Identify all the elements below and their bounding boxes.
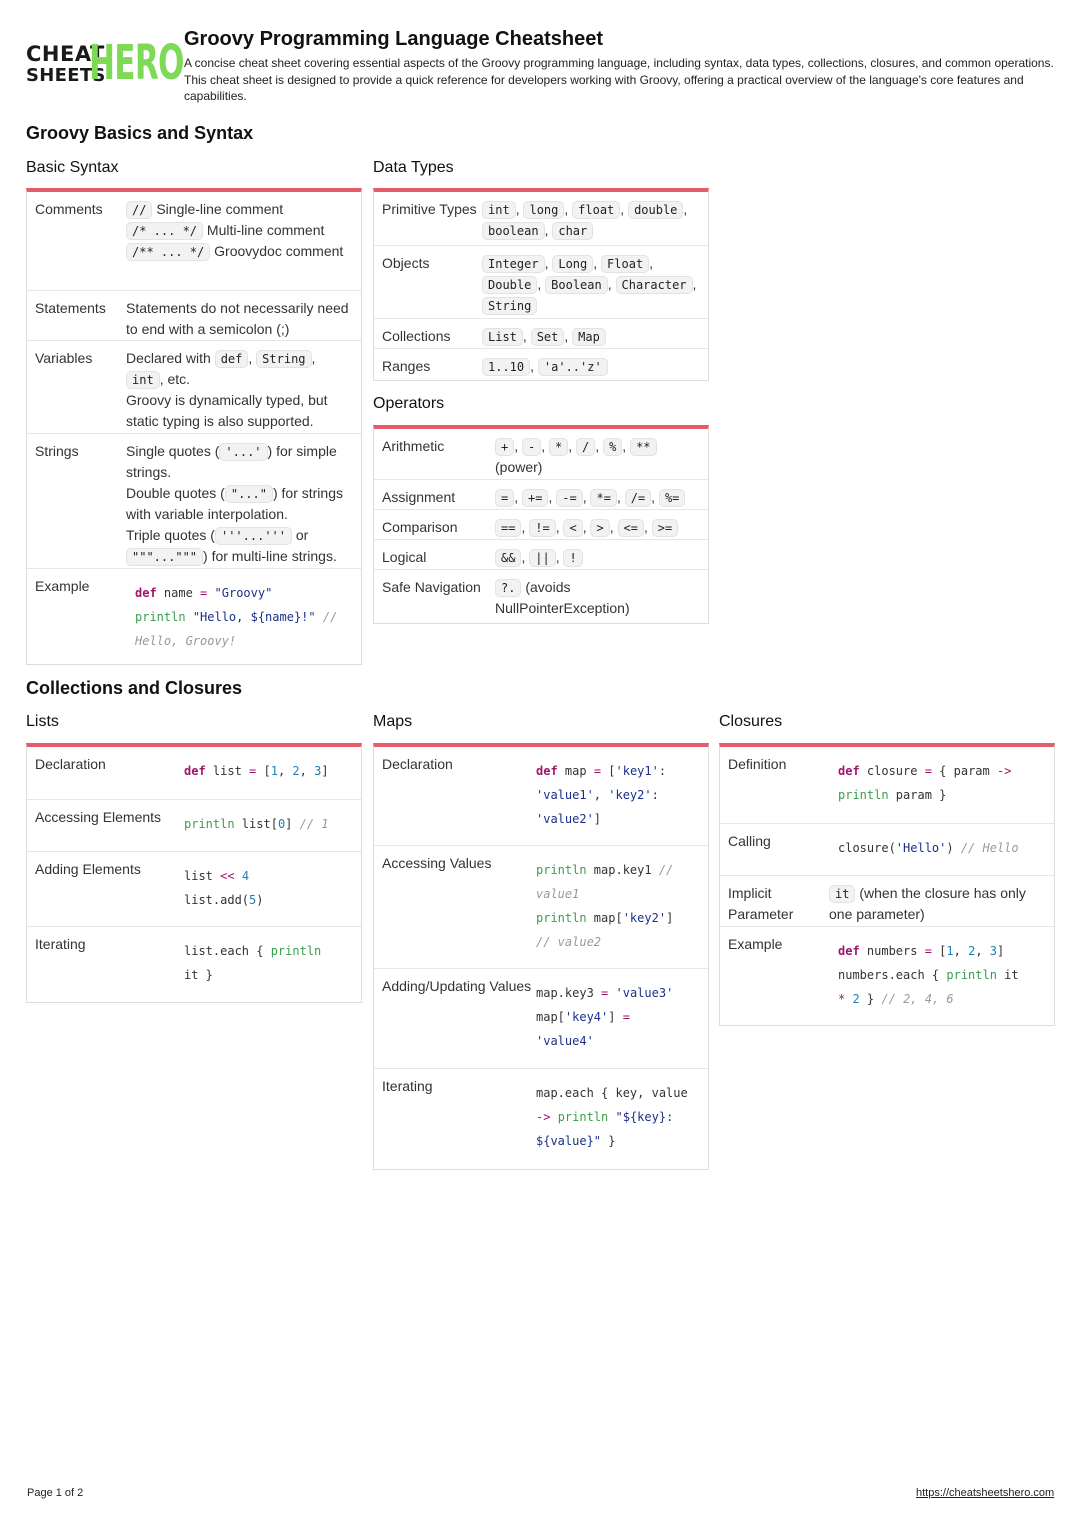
text: ) for simple strings. [126,443,337,480]
heading-closures: Closures [719,713,783,730]
label-ranges: Ranges [382,358,431,374]
token: Map [572,328,606,346]
section-basics: Groovy Basics and Syntax [26,123,254,143]
row-map-adding [374,969,708,1069]
row-arithmetic [374,429,708,480]
code-closure-definition: def closure = { param -> println param } [838,764,1012,802]
token: = [495,489,514,507]
token: String [482,297,537,315]
row-map-declaration [374,747,708,846]
token: Float [601,255,649,273]
value-statements: Statements do not necessarily need to end with a semicolon (;) [126,300,349,337]
token: Long [552,255,593,273]
label-closure-implicit: Implicit Parameter [728,885,794,922]
label-list-declaration: Declaration [35,756,106,772]
token: 1..10 [482,358,530,376]
token: Set [531,328,565,346]
heading-operators: Operators [373,395,445,412]
footer-page: Page 1 of 2 [27,1487,84,1499]
heading-data-types: Data Types [373,159,454,176]
token: "..." [225,485,273,503]
row-safe-navigation [374,570,708,622]
value-arithmetic: + , - , * , / , % , ** (power) [495,436,695,471]
token: List [482,328,523,346]
label-arithmetic: Arithmetic [382,438,445,454]
label-safe-navigation: Safe Navigation [382,579,481,595]
label-statements: Statements [35,300,106,316]
card-closures [719,743,1055,1026]
value-variables: Declared with def , String , int , etc. Groovy is dynamically typed, but static typing is also supported. [126,350,328,429]
footer-link[interactable]: https://cheatsheetshero.com [916,1487,1055,1499]
row-comparison [374,510,708,540]
label-strings: Strings [35,443,79,459]
label-collections: Collections [382,328,451,344]
row-variables [27,341,361,434]
label-closure-example: Example [728,936,783,952]
card-basic-syntax [26,188,362,665]
value-comparison: == , != , < , > , <= , >= [495,517,695,531]
token: * [549,438,568,456]
token: -= [556,489,582,507]
card-lists [26,743,362,1003]
code-map-adding: map.key3 = 'value3' map['key4'] = 'value4' [536,986,674,1048]
token: += [522,489,548,507]
label-objects: Objects [382,255,430,271]
token: it [829,885,855,903]
code-closure-example: def numbers = [1, 2, 3] numbers.each { println it * 2 } // 2, 4, 6 [838,944,1019,1006]
row-list-accessing [27,800,361,852]
label-map-iterating: Iterating [382,1078,433,1094]
logo-sheets: SHEETS [26,65,106,86]
label-comparison: Comparison [382,519,458,535]
text: (power) [495,459,543,475]
heading-basic-syntax: Basic Syntax [26,159,119,176]
label-map-adding: Adding/Updating Values [382,978,532,994]
text: Single-line comment [152,201,284,217]
section-collections: Collections and Closures [26,678,243,698]
token: >= [652,519,678,537]
label-logical: Logical [382,549,427,565]
heading-lists: Lists [26,713,59,730]
row-strings [27,434,361,569]
token: float [572,201,620,219]
label-list-iterating: Iterating [35,936,86,952]
row-comments [27,192,361,291]
code-list-accessing: println list[0] // 1 [184,817,329,831]
value-strings [126,441,351,564]
heading-maps: Maps [373,713,413,730]
code-closure-calling: closure('Hello') // Hello [838,841,1019,855]
token: double [628,201,683,219]
token: String [256,350,311,368]
value-comments [126,199,351,282]
text: , etc. [159,371,191,387]
token: /** ... */ [126,243,210,261]
value-assignment: = , += , -= , *= , /= , %= [495,487,695,501]
row-logical [374,540,708,570]
label-variables: Variables [35,350,93,366]
token: > [590,519,609,537]
row-list-iterating [27,927,361,1001]
label-comments: Comments [35,201,103,217]
card-data-types [373,188,709,381]
token: /= [625,489,651,507]
token: Double [482,276,537,294]
token: Character [616,276,693,294]
token: *= [590,489,616,507]
token: Boolean [545,276,608,294]
row-statements [27,291,361,341]
label-map-declaration: Declaration [382,756,453,772]
text: Multi-line comment [203,222,325,238]
token: || [529,549,555,567]
page-title: Groovy Programming Language Cheatsheet [184,28,603,50]
text: Groovydoc comment [210,243,344,259]
token: long [523,201,564,219]
text: Double quotes ( [126,485,225,501]
text: (when the closure has only one parameter) [829,885,1026,922]
code-example: def name = "Groovy" println "Hello, ${name}!" // Hello, Groovy! [135,586,338,648]
logo-cheat: CHEAT [26,42,105,66]
token: '...' [219,443,267,461]
row-closure-definition [720,747,1054,824]
token: // [126,201,152,219]
code-list-iterating: list.each { println it } [184,944,322,982]
text: Triple quotes ( [126,527,215,543]
token: boolean [482,222,545,240]
code-list-declaration: def list = [1, 2, 3] [184,764,329,778]
token: %= [659,489,685,507]
text: ) for multi-line strings. [203,548,337,564]
row-closure-example [720,927,1054,1023]
token: 'a'..'z' [538,358,608,376]
code-list-adding: list << 4 list.add(5) [184,869,264,907]
row-objects [374,246,708,319]
value-ranges: 1..10 , 'a'..'z' [482,356,697,371]
card-operators [373,425,709,624]
row-map-accessing [374,846,708,969]
text: (avoids NullPointerException) [495,579,630,616]
text: Single quotes ( [126,443,220,459]
page-description: A concise cheat sheet covering essential aspects of the Groovy programming language, including syntax, data types, collections, closures, and common operations. This cheat sheet is designed to provide a quick reference for developers working with Groovy, offering a practical overview of the language's core features and capabilities. [184,56,1054,103]
token: && [495,549,521,567]
token: """...""" [126,548,203,566]
value-safe-navigation [495,577,695,614]
code-map-iterating: map.each { key, value -> println "${key}: ${value}" } [536,1086,688,1148]
token: == [495,519,521,537]
token: char [552,222,593,240]
token: int [126,371,160,389]
row-list-adding [27,852,361,927]
card-maps [373,743,709,1170]
code-map-accessing: println map.key1 // value1 println map['key2'] // value2 [536,863,674,949]
label-map-accessing: Accessing Values [382,855,492,871]
row-collections [374,319,708,349]
value-closure-implicit [829,883,1043,922]
row-closure-calling [720,824,1054,876]
value-collections: List , Set , Map [482,326,697,340]
token: + [495,438,514,456]
token: / [576,438,595,456]
token: ?. [495,579,521,597]
label-list-adding: Adding Elements [35,861,141,877]
label-primitive: Primitive Types [382,201,477,217]
token: '''...''' [215,527,292,545]
label-example: Example [35,578,90,594]
logo-hero: HERO [89,35,184,91]
text: Groovy is dynamically typed, but static typing is also supported. [126,392,328,429]
label-assignment: Assignment [382,489,456,505]
token: Integer [482,255,545,273]
value-logical: && , || , ! [495,547,695,561]
token: != [529,519,555,537]
token: ! [563,549,582,567]
row-primitive [374,192,708,246]
text: or [292,527,309,543]
label-list-accessing: Accessing Elements [35,809,162,825]
row-ranges [374,349,708,379]
text: , [248,350,257,366]
token: % [603,438,622,456]
label-closure-definition: Definition [728,756,787,772]
text: ) for strings with variable interpolation. [126,485,343,522]
text: Declared with [126,350,215,366]
row-map-iterating [374,1069,708,1167]
row-assignment [374,480,708,510]
token: < [563,519,582,537]
token: /* ... */ [126,222,203,240]
row-list-declaration [27,747,361,800]
code-map-declaration: def map = ['key1': 'value1', 'key2': 'value2'] [536,764,667,826]
value-objects: Integer , Long , Float , Double , Boolean , Character , String [482,253,697,310]
label-closure-calling: Calling [728,833,771,849]
token: def [215,350,249,368]
token: int [482,201,516,219]
row-closure-implicit [720,876,1054,927]
row-example [27,569,361,665]
token: - [522,438,541,456]
value-primitive: int , long , float , double , boolean , char [482,199,697,237]
token: <= [618,519,644,537]
token: ** [630,438,656,456]
